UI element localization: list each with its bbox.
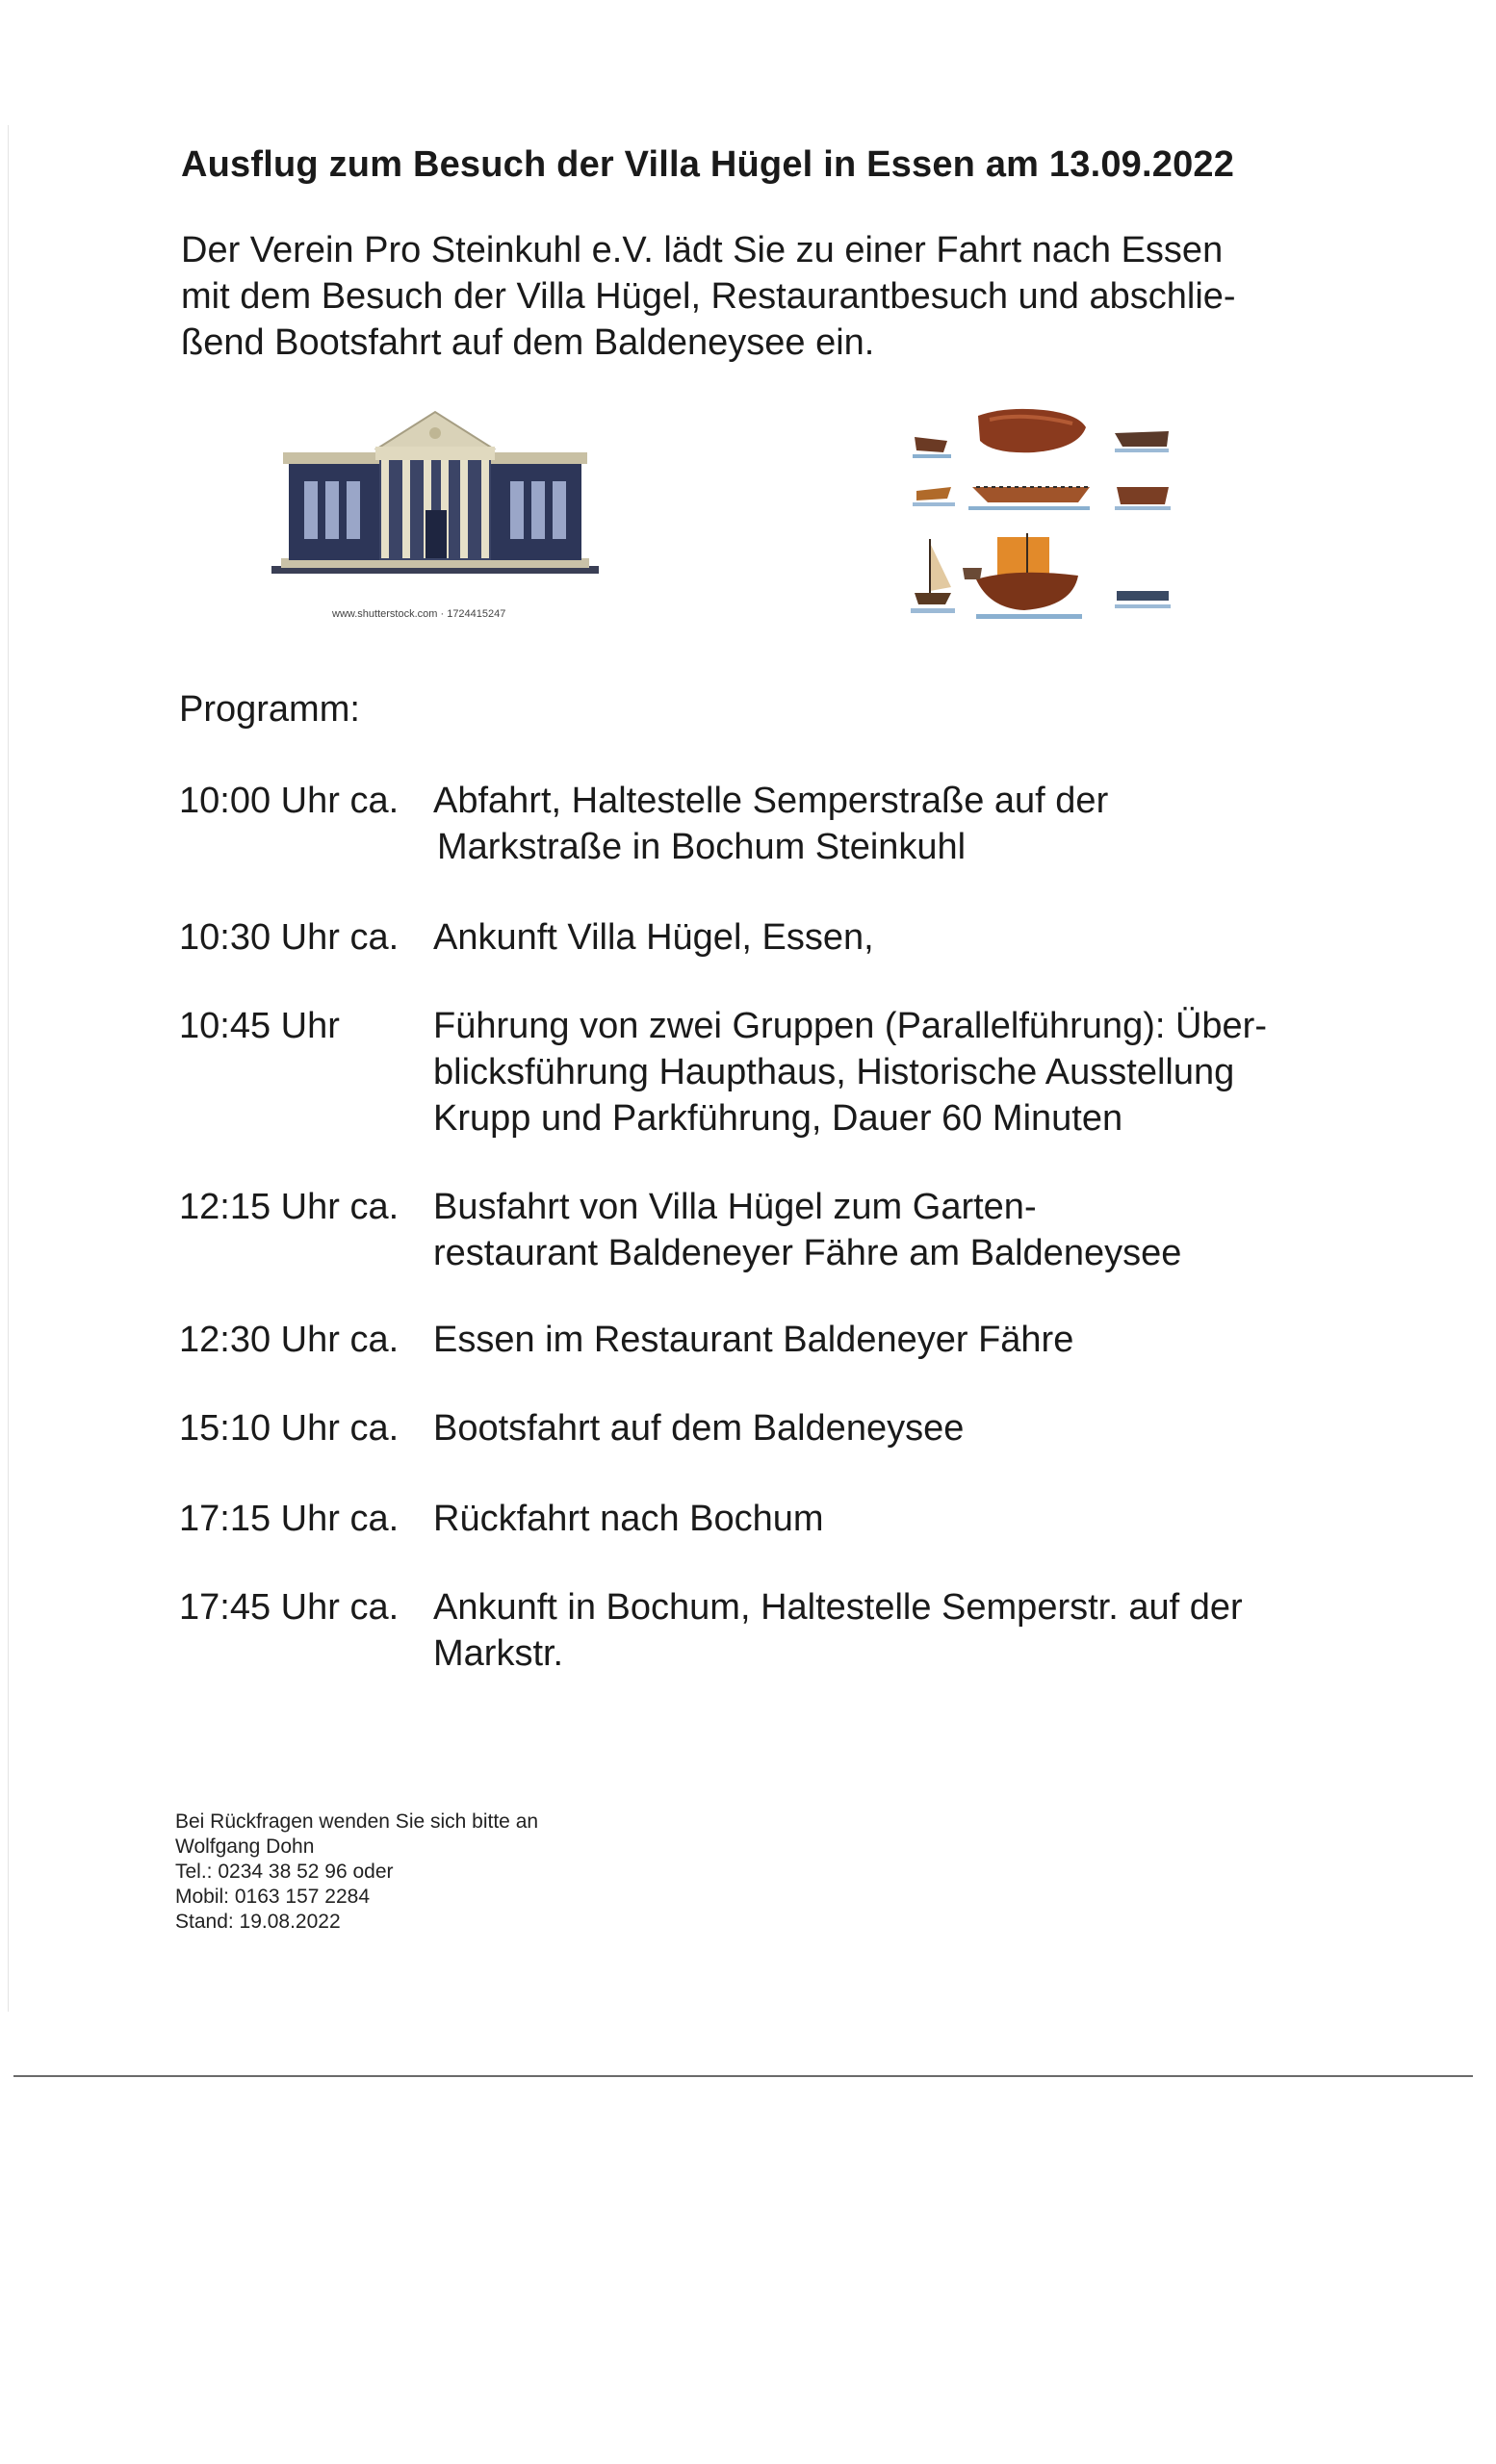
schedule-line: Abfahrt, Haltestelle Semperstraße auf der [433, 781, 1109, 821]
schedule-time: 10:30 Uhr ca. [179, 917, 400, 958]
contact-block [175, 1810, 538, 1935]
schedule-description [433, 914, 1396, 961]
contact-name: Wolfgang Dohn [175, 1835, 315, 1858]
scan-edge [8, 125, 9, 2012]
schedule-line: Rückfahrt nach Bochum [433, 1499, 824, 1539]
schedule-time: 12:15 Uhr ca. [179, 1187, 400, 1227]
programm-heading: Programm: [179, 689, 360, 730]
schedule-line: Markstr. [433, 1633, 564, 1674]
museum-building-image [271, 404, 599, 578]
schedule-line: Ankunft in Bochum, Haltestelle Semperstr. auf der [433, 1587, 1243, 1628]
bottom-divider [13, 2075, 1473, 2077]
schedule-line: blicksführung Haupthaus, Historische Ausstellung [433, 1052, 1235, 1092]
schedule-line: restaurant Baldeneyer Fähre am Baldeneysee [433, 1233, 1182, 1273]
schedule-description [433, 1003, 1396, 1142]
schedule-line: Essen im Restaurant Baldeneyer Fähre [433, 1320, 1074, 1360]
schedule-time: 12:30 Uhr ca. [179, 1320, 400, 1360]
intro-line: mit dem Besuch der Villa Hügel, Restaurantbesuch und abschlie- [181, 276, 1236, 317]
schedule-time: 17:45 Uhr ca. [179, 1587, 400, 1628]
schedule-line: Markstraße in Bochum Steinkuhl [437, 827, 967, 867]
intro-line: ßend Bootsfahrt auf dem Baldeneysee ein. [181, 322, 875, 363]
schedule-description [433, 1496, 1396, 1542]
page-title: Ausflug zum Besuch der Villa Hügel in Essen am 13.09.2022 [181, 144, 1235, 185]
contact-phone: Tel.: 0234 38 52 96 oder [175, 1861, 394, 1883]
schedule-time: 10:45 Uhr [179, 1006, 340, 1046]
intro-paragraph [181, 227, 1336, 366]
schedule-line: Busfahrt von Villa Hügel zum Garten- [433, 1187, 1037, 1227]
schedule-description [433, 1317, 1396, 1363]
schedule-time: 15:10 Uhr ca. [179, 1408, 400, 1449]
contact-line: Bei Rückfragen wenden Sie sich bitte an [175, 1810, 539, 1833]
schedule-line: Krupp und Parkführung, Dauer 60 Minuten [433, 1098, 1123, 1139]
image-credit: www.shutterstock.com · 1724415247 [332, 608, 506, 620]
schedule-line: Führung von zwei Gruppen (Parallelführung): Über- [433, 1006, 1267, 1046]
document-date: Stand: 19.08.2022 [175, 1911, 341, 1933]
schedule-time: 10:00 Uhr ca. [179, 781, 400, 821]
schedule-description [433, 1584, 1396, 1677]
contact-mobile: Mobil: 0163 157 2284 [175, 1886, 370, 1908]
schedule-description [433, 778, 1396, 870]
boats-image [909, 398, 1173, 626]
intro-line: Der Verein Pro Steinkuhl e.V. lädt Sie zu einer Fahrt nach Essen [181, 230, 1224, 270]
schedule-description [433, 1184, 1396, 1276]
schedule-description [433, 1405, 1396, 1451]
schedule-line: Ankunft Villa Hügel, Essen, [433, 917, 874, 958]
schedule-line: Bootsfahrt auf dem Baldeneysee [433, 1408, 965, 1449]
schedule-time: 17:15 Uhr ca. [179, 1499, 400, 1539]
